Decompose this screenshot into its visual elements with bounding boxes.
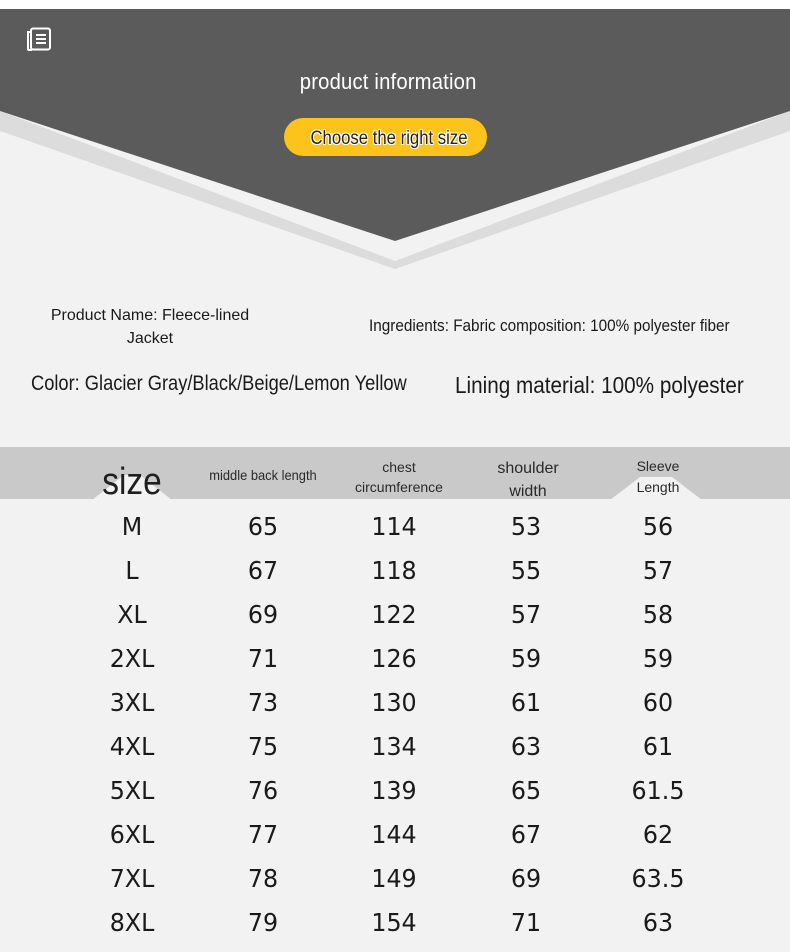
middle-back-length-cell: 77 <box>247 820 279 849</box>
product-name: Product Name: Fleece-lined Jacket <box>50 307 250 347</box>
chest-circumference-header <box>344 457 454 497</box>
shoulder-cell: 69 <box>510 864 542 893</box>
shoulder-header-line2: width <box>509 483 547 500</box>
shoulder-cell: 53 <box>510 512 542 541</box>
size-cell: 6XL <box>109 820 155 849</box>
sleeve-cell: 59 <box>642 644 674 673</box>
shoulder-cell: 65 <box>510 776 542 805</box>
table-row <box>0 681 790 725</box>
sleeve-cell: 56 <box>642 512 674 541</box>
chest-header-line2: circumference <box>355 479 443 495</box>
sleeve-cell: 63.5 <box>631 864 685 893</box>
size-cell: L <box>125 556 139 585</box>
middle-back-length-cell: 79 <box>247 908 279 937</box>
chest-header-line1: chest <box>382 459 416 475</box>
table-row <box>0 593 790 637</box>
table-row <box>0 769 790 813</box>
shoulder-cell: 67 <box>510 820 542 849</box>
sleeve-cell: 58 <box>642 600 674 629</box>
size-cell: 4XL <box>109 732 155 761</box>
chest-cell: 139 <box>371 776 417 805</box>
middle-back-length-header: middle back length <box>209 467 317 483</box>
middle-back-length-cell: 76 <box>247 776 279 805</box>
size-cell: 3XL <box>109 688 155 717</box>
page-title: product information <box>299 69 477 94</box>
size-table <box>0 505 790 945</box>
ingredients-text: Ingredients: Fabric composition: 100% polyester fiber <box>369 316 730 335</box>
chest-cell: 126 <box>371 644 417 673</box>
table-row <box>0 901 790 945</box>
middle-back-length-cell: 67 <box>247 556 279 585</box>
chest-cell: 130 <box>371 688 417 717</box>
shoulder-cell: 55 <box>510 556 542 585</box>
shoulder-width-header <box>478 457 578 503</box>
sleeve-length-header <box>612 456 704 498</box>
size-cell: M <box>121 512 143 541</box>
sleeve-header-line1: Sleeve <box>636 458 680 474</box>
sleeve-cell: 63 <box>642 908 674 937</box>
table-row <box>0 549 790 593</box>
chest-cell: 154 <box>371 908 417 937</box>
size-cell: 5XL <box>109 776 155 805</box>
size-cell: 7XL <box>109 864 155 893</box>
middle-back-length-cell: 75 <box>247 732 279 761</box>
middle-back-length-cell: 78 <box>247 864 279 893</box>
table-row <box>0 813 790 857</box>
size-cell: 2XL <box>109 644 155 673</box>
sleeve-cell: 61.5 <box>631 776 685 805</box>
size-cell: XL <box>117 600 147 629</box>
table-row <box>0 725 790 769</box>
chest-cell: 144 <box>371 820 417 849</box>
chest-cell: 134 <box>371 732 417 761</box>
sleeve-cell: 57 <box>642 556 674 585</box>
sleeve-cell: 61 <box>642 732 674 761</box>
lining-material-text: Lining material: 100% polyester <box>455 372 744 398</box>
chest-cell: 114 <box>371 512 417 541</box>
sleeve-header-line2: Length <box>636 479 680 495</box>
middle-back-length-cell: 73 <box>247 688 279 717</box>
middle-back-length-cell: 69 <box>247 600 279 629</box>
middle-back-length-cell: 65 <box>247 512 279 541</box>
choose-size-label[interactable]: Choose the right size <box>310 128 468 149</box>
color-options-text: Color: Glacier Gray/Black/Beige/Lemon Yellow <box>31 372 407 395</box>
shoulder-cell: 57 <box>510 600 542 629</box>
size-cell: 8XL <box>109 908 155 937</box>
table-row <box>0 505 790 549</box>
sleeve-cell: 60 <box>642 688 674 717</box>
chest-cell: 149 <box>371 864 417 893</box>
shoulder-header-line1: shoulder <box>497 460 559 477</box>
shoulder-cell: 59 <box>510 644 542 673</box>
shoulder-cell: 61 <box>510 688 542 717</box>
middle-back-length-cell: 71 <box>247 644 279 673</box>
document-list-icon[interactable] <box>26 27 52 51</box>
shoulder-cell: 63 <box>510 732 542 761</box>
table-row <box>0 637 790 681</box>
shoulder-cell: 71 <box>510 908 542 937</box>
sleeve-cell: 62 <box>642 820 674 849</box>
top-edge <box>0 0 790 9</box>
chest-cell: 122 <box>371 600 417 629</box>
table-row <box>0 857 790 901</box>
chest-cell: 118 <box>371 556 417 585</box>
size-column-header: size <box>102 461 162 503</box>
